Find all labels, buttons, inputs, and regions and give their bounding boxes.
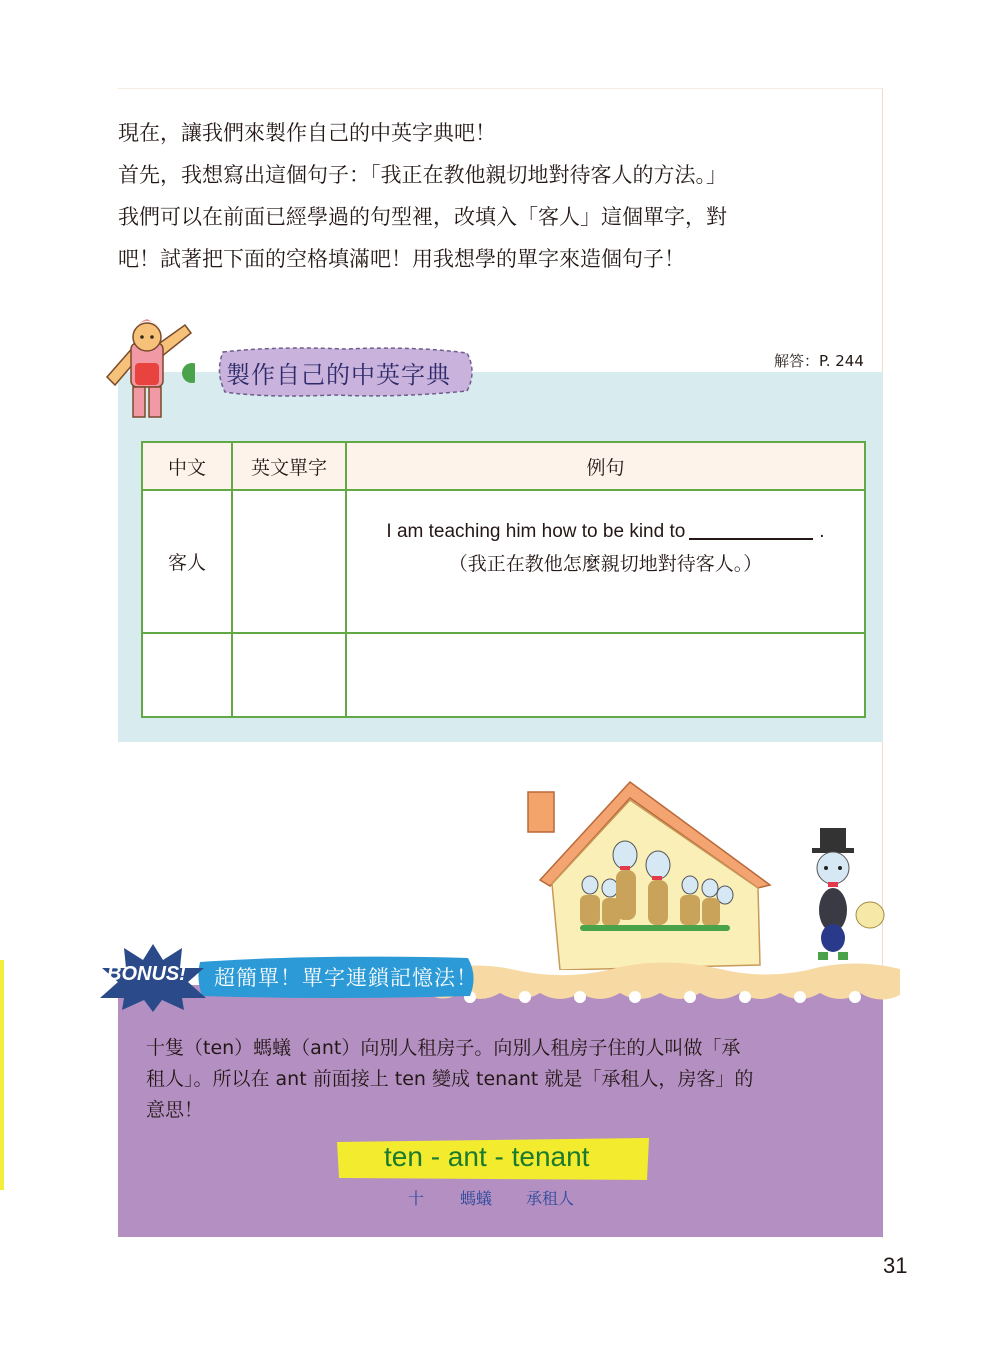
- cell-example: [346, 490, 865, 633]
- top-hat-ant-icon: [798, 820, 888, 965]
- bonus-badge: BONUS!: [107, 963, 186, 985]
- intro-line: 現在，讓我們來製作自己的中英字典吧！: [118, 121, 496, 145]
- bonus-line: 租人」。所以在 ant 前面接上 ten 變成 tenant 就是「承租人，房客」的: [146, 1068, 754, 1090]
- cell-chinese: 客人: [142, 490, 232, 633]
- ant-house-icon: [520, 770, 790, 970]
- dictionary-table: [141, 441, 866, 718]
- answer-blank[interactable]: [689, 538, 813, 540]
- cell-english-blank[interactable]: [232, 490, 346, 633]
- header-chinese: 中文: [142, 442, 232, 490]
- intro-line: 吧！試著把下面的空格填滿吧！用我想學的單字來造個句子！: [118, 247, 685, 271]
- intro-line: 首先，我想寫出這個句子：「我正在教他親切地對待客人的方法。」: [118, 163, 727, 187]
- example-english-end: .: [819, 521, 825, 542]
- example-english: [348, 521, 863, 543]
- page-number: 31: [883, 1253, 908, 1278]
- gloss-tenant: 承租人: [526, 1189, 575, 1208]
- intro-paragraph: [118, 112, 888, 280]
- intro-line: 我們可以在前面已經學過的句型裡，改填入「客人」這個單字，對: [118, 205, 727, 229]
- gloss-ant: 螞蟻: [460, 1189, 493, 1208]
- gloss-ten: 十: [408, 1189, 425, 1208]
- example-english-start: I am teaching him how to be kind to: [386, 521, 686, 542]
- bonus-line: 十隻（ten）螞蟻（ant）向別人租房子。向別人租房子住的人叫做「承: [146, 1037, 741, 1059]
- word-chain-formula: ten - ant - tenant: [384, 1141, 590, 1172]
- example-chinese: （我正在教他怎麼親切地對待客人。）: [448, 553, 763, 575]
- bonus-line: 意思！: [146, 1099, 204, 1121]
- answer-reference: 解答：P. 244: [774, 352, 864, 370]
- header-english-word: 英文單字: [232, 442, 346, 490]
- table-row-empty: [142, 633, 865, 717]
- cell-english-blank[interactable]: [232, 633, 346, 717]
- table-header-row: [142, 442, 865, 490]
- dictionary-title: 製作自己的中英字典: [226, 361, 451, 389]
- bonus-paragraph: [146, 1033, 868, 1126]
- left-edge-stripe: [0, 960, 4, 1190]
- cell-example-blank[interactable]: [346, 633, 865, 717]
- bonus-title: 超簡單！單字連鎖記憶法！: [214, 966, 478, 990]
- header-example: 例句: [346, 442, 865, 490]
- sand-border: [430, 955, 900, 1005]
- table-row: [142, 490, 865, 633]
- cell-chinese-blank[interactable]: [142, 633, 232, 717]
- cartoon-kid-icon: [95, 315, 195, 425]
